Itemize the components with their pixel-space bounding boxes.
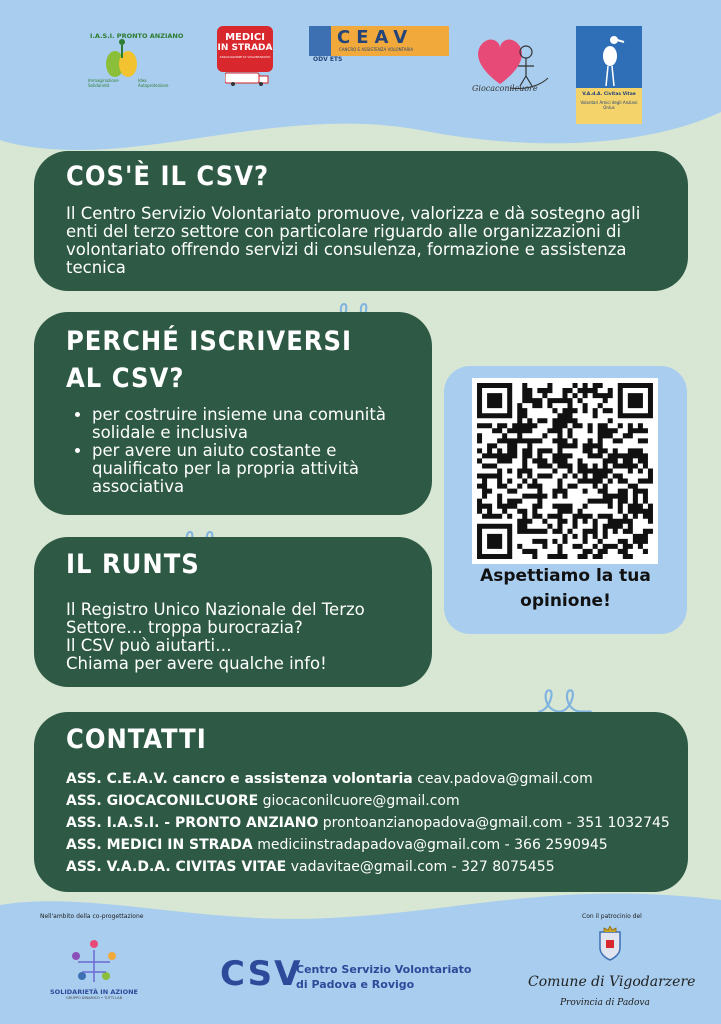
ceav-figures-icon [309,26,331,56]
contact-name: ASS. I.A.S.I. - PRONTO ANZIANO [66,815,319,832]
csv-footer-mark: CSV [220,954,303,994]
heart-icon [470,32,554,92]
iasi-title: I.A.S.I. PRONTO ANZIANO [90,32,184,40]
ceav-banner [309,26,449,56]
vada-logo [576,26,642,124]
perche-title-line2: AL CSV? [66,363,185,394]
contact-name: ASS. MEDICI IN STRADA [66,837,253,854]
medici-in-strada-logo [207,24,285,88]
ceav-tagline: CANCRO E ASSISTENZA VOLONTARIA [339,47,414,52]
contact-info[interactable]: ceav.padova@gmail.com [417,771,593,788]
vada-name: V.A.d.A. Civitas Vitae [582,92,636,97]
solidarieta-logo [44,924,144,1012]
contatti-title: CONTATTI [66,724,207,755]
qr-caption [444,564,687,614]
contact-name: ASS. V.A.D.A. CIVITAS VITAE [66,859,287,876]
csv-footer-name1: Centro Servizio Volontariato [296,963,472,976]
comune-name: Comune di Vigodarzere [528,974,696,990]
csv-info-title: COS'È IL CSV? [66,161,270,192]
vada-sub: Volontari Amici degli Anziani Onlus [580,100,638,110]
contact-entry [66,856,668,878]
perche-bullet: • per avere un aiuto costante e qualificato per la propria attività associativa [92,442,410,496]
iasi-sub1: Immaginazione Solidarietà [88,78,119,88]
contact-entry [66,834,668,856]
runts-line: Settore… troppa burocrazia? [66,618,303,638]
ambulance-icon [225,72,269,86]
runts-title: IL RUNTS [66,549,200,580]
medici-line1: MEDICI [225,32,265,43]
perche-card [34,312,432,515]
medici-badge [217,26,273,72]
people-circle-icon [64,936,124,988]
bird-icon [588,30,630,88]
medici-sub: ASSOCIAZIONE DI VOLONTARIATO [219,55,271,59]
solidarieta-name: SOLIDARIETÀ IN AZIONE [50,988,138,996]
runts-line: Il Registro Unico Nazionale del Terzo [66,600,365,620]
iasi-sub2: Idea Autoprotezione [138,78,169,88]
solidarieta-sub: GRUPPO DINAMICO • TUTTI LAB [66,996,122,1000]
coprogettazione-label: Nell'ambito della co-progettazione [40,913,144,920]
giocaconilcuore-name: Giocaconilcuore [472,84,538,93]
contact-info[interactable]: vadavitae@gmail.com - 327 8075455 [290,859,555,876]
runts-line: Chiama per avere qualche info! [66,654,327,674]
csv-footer-name2: di Padova e Rovigo [296,978,415,991]
contact-info[interactable]: mediciinstradapadova@gmail.com - 366 2590945 [257,837,608,854]
iasi-logo [82,28,184,94]
patrocinio-label: Con il patrocinio del [582,913,642,920]
contact-name: ASS. C.E.A.V. cancro e assistenza volontaria [66,771,413,788]
giocaconilcuore-logo [470,24,554,100]
ceav-logo [309,26,449,66]
contact-name: ASS. GIOCACONILCUORE [66,793,259,810]
contatti-card [34,712,688,892]
qr-panel [444,366,687,634]
contact-info[interactable]: giocaconilcuore@gmail.com [262,793,460,810]
perche-title-line1: PERCHÉ ISCRIVERSI [66,326,353,357]
ceav-sub: ODV ETS [313,56,343,63]
perche-bullet: • per costruire insieme una comunità solidale e inclusiva [92,406,410,442]
qr-caption-line2: opinione! [520,591,611,611]
csv-footer-logo [220,954,472,998]
contact-entry [66,790,668,812]
qr-code[interactable] [472,378,658,564]
provincia-name: Provincia di Padova [560,998,650,1008]
contact-entry [66,812,668,834]
qr-caption-line1: Aspettiamo la tua [480,566,651,586]
csv-info-body: Il Centro Servizio Volontariato promuove, valorizza e dà sostegno agli enti del terzo settore con particolare riguardo alle organizzazioni di volontariato offrendo servizi di consulenza, formazione e assistenza tecnica [66,204,641,278]
contact-info[interactable]: prontoanzianopadova@gmail.com - 351 1032745 [322,815,670,832]
runts-line: Il CSV può aiutarti… [66,636,232,656]
runts-card [34,537,432,687]
vada-label-box [576,88,642,124]
medici-line2: IN STRADA [217,43,273,53]
ceav-name: CEAV [337,27,414,48]
contact-entry [66,768,668,790]
csv-info-card [34,151,688,291]
perche-bullet-list [66,406,410,496]
comune-crest-icon [596,926,624,962]
